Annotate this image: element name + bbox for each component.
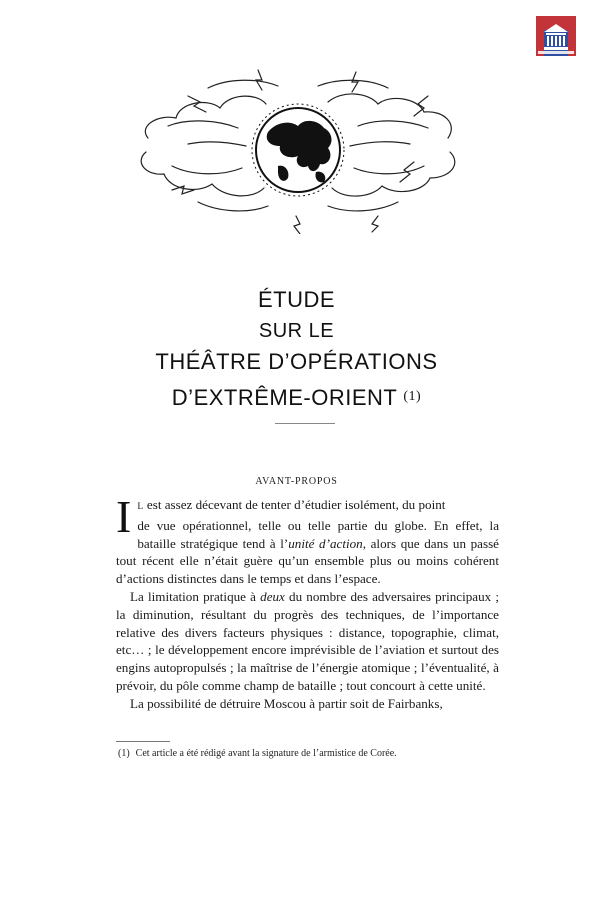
drop-cap: I: [116, 491, 132, 542]
title-line-3: THÉÂTRE D’OPÉRATIONS: [155, 349, 438, 374]
paragraph-1-text-end: , alors que dans un passé tout récent elle n’était guère qu’un ensemble plus ou moins cohérent d’actions distinctes dans le temps et dans l’espace.: [116, 535, 499, 587]
small-cap: L: [137, 502, 144, 512]
footnote-label: (1): [118, 748, 130, 759]
paragraph-1: [116, 491, 500, 588]
footnote-divider: [116, 741, 170, 742]
paragraph-1-text: effet, la bataille stratégique tend à l’: [137, 517, 500, 551]
paragraph-3: La possibilité de détruire Moscou à partir soit de Fairbanks,: [130, 695, 443, 711]
footnote-text: Cet article a été rédigé avant la signature de l’armistice de Corée.: [135, 748, 397, 759]
title-line-2: SUR LE: [258, 320, 335, 342]
section-heading: AVANT-PROPOS: [255, 476, 338, 487]
paragraph-1-line-1: est assez décevant de tenter d’étudier isolément, du point: [143, 497, 446, 512]
article-body: [116, 491, 500, 713]
library-building-logo: [536, 16, 576, 56]
footnote: [118, 748, 397, 759]
paragraph-1-emphasis: unité d’action: [288, 535, 363, 551]
title-divider: [275, 423, 335, 424]
paragraph-2-text-end: du nombre des adversaires principaux ; la diminution, résultant du progrès des techniques, de l’importance relative des divers facteurs physiques : distance, topographie, climat, etc… ; le développement encore imprévisible de l’aviation et surtout des engins autopropulsés ; la maîtrise de l’énergie atomique ; l’éventualité, à prévoir, du pôle comme champ de bataille ; tout concourt à cette unité.: [116, 588, 499, 693]
paragraph-1-line-2: de vue opérationnel, telle ou telle partie du globe. En: [137, 517, 449, 533]
title-line-1: ÉTUDE: [257, 287, 336, 312]
paragraph-2-text: La limitation pratique à: [130, 588, 261, 604]
paragraph-2-emphasis: deux: [260, 588, 285, 604]
title-line-4-text: D’EXTRÊME-ORIENT: [171, 385, 398, 410]
paragraph-2: [116, 588, 499, 695]
footnote-reference: (1): [403, 389, 422, 404]
globe-in-clouds-illustration: [128, 66, 468, 234]
title-line-4: [0, 385, 593, 411]
